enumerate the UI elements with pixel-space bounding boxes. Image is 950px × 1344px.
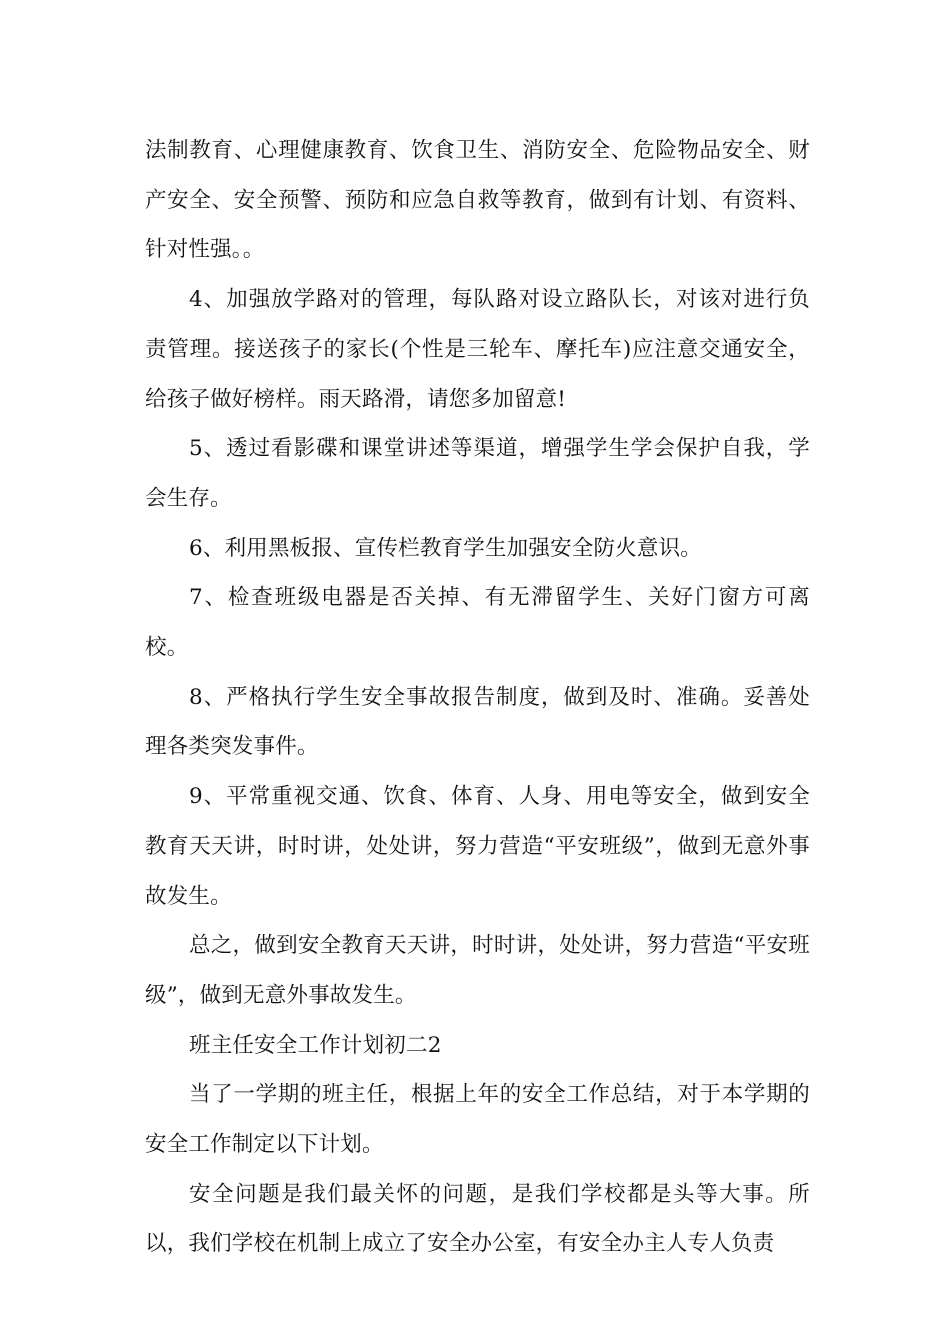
paragraph-item-9: 9、平常重视交通、饮食、体育、人身、用电等安全，做到安全教育天天讲，时时讲，处处讲，努力营造“平安班级”，做到无意外事故发生。 <box>145 784 810 909</box>
paragraph-safety: 安全问题是我们最关怀的问题，是我们学校都是头等大事。所以，我们学校在机制上成立了安全办公室，有安全办主人专人负责 <box>145 1181 810 1257</box>
paragraph-item-7: 7、检查班级电器是否关掉、有无滞留学生、关好门窗方可离校。 <box>145 585 810 661</box>
paragraph-item-6: 6、利用黑板报、宣传栏教育学生加强安全防火意识。 <box>189 535 702 561</box>
paragraph-summary: 总之，做到安全教育天天讲，时时讲，处处讲，努力营造“平安班级”，做到无意外事故发生。 <box>145 933 810 1008</box>
paragraph-item-8: 8、严格执行学生安全事故报告制度，做到及时、准确。妥善处理各类突发事件。 <box>145 684 810 760</box>
document-body <box>145 126 810 1269</box>
paragraph-continuation: 法制教育、心理健康教育、饮食卫生、消防安全、危险物品安全、财产安全、安全预警、预防和应急自救等教育，做到有计划、有资料、针对性强。。 <box>145 138 810 263</box>
section-heading: 班主任安全工作计划初二2 <box>189 1032 442 1058</box>
paragraph-item-4: 4、加强放学路对的管理，每队路对设立路队长，对该对进行负责管理。接送孩子的家长(个性是三轮车、摩托车)应注意交通安全，给孩子做好榜样。雨天路滑，请您多加留意! <box>145 287 810 412</box>
paragraph-intro: 当了一学期的班主任，根据上年的安全工作总结，对于本学期的安全工作制定以下计划。 <box>145 1082 810 1158</box>
paragraph-item-5: 5、透过看影碟和课堂讲述等渠道，增强学生学会保护自我，学会生存。 <box>145 436 810 511</box>
